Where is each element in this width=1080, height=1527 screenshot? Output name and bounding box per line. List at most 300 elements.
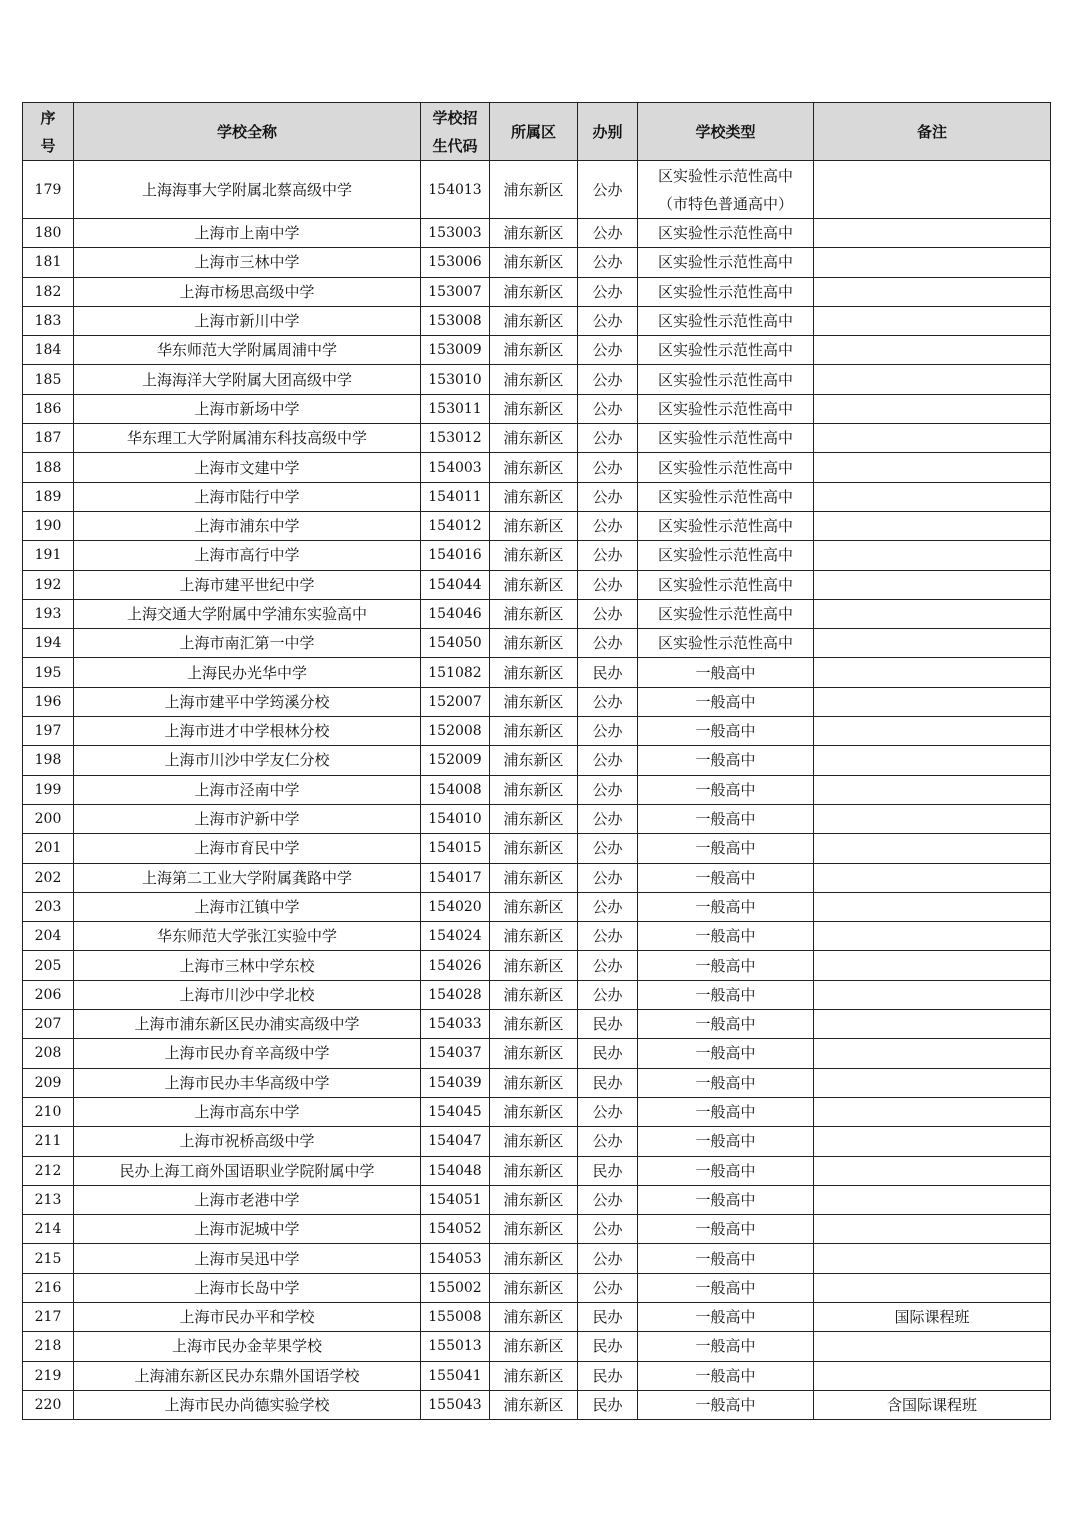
cell-school-category: 区实验性示范性高中 <box>638 365 814 394</box>
cell-school-category: 一般高中 <box>638 775 814 804</box>
cell-enrollment-code: 154011 <box>421 482 490 511</box>
cell-index: 216 <box>23 1273 74 1302</box>
cell-district: 浦东新区 <box>490 687 578 716</box>
cell-school-name: 上海市新场中学 <box>74 394 421 423</box>
cell-index: 187 <box>23 424 74 453</box>
cell-school-category: 一般高中 <box>638 1332 814 1361</box>
table-row <box>23 365 1051 394</box>
table-row <box>23 599 1051 628</box>
table-row <box>23 1039 1051 1068</box>
cell-district: 浦东新区 <box>490 834 578 863</box>
cell-district: 浦东新区 <box>490 1185 578 1214</box>
cell-remark <box>814 365 1051 394</box>
table-row <box>23 746 1051 775</box>
cell-school-category: 一般高中 <box>638 1215 814 1244</box>
cell-school-name: 上海民办光华中学 <box>74 658 421 687</box>
cell-index: 183 <box>23 306 74 335</box>
cell-school-name: 上海市民办丰华高级中学 <box>74 1068 421 1097</box>
table-row <box>23 1244 1051 1273</box>
header-district: 所属区 <box>490 103 578 161</box>
school-list-table-container <box>22 102 1050 1420</box>
cell-remark <box>814 394 1051 423</box>
school-category-line1: 区实验性示范性高中 <box>657 166 793 185</box>
cell-run-type: 公办 <box>578 1185 638 1214</box>
cell-remark <box>814 219 1051 248</box>
cell-remark <box>814 248 1051 277</box>
table-row <box>23 863 1051 892</box>
cell-enrollment-code: 154053 <box>421 1244 490 1273</box>
cell-school-name: 上海市川沙中学北校 <box>74 980 421 1009</box>
table-row <box>23 717 1051 746</box>
cell-school-category: 区实验性示范性高中 <box>638 219 814 248</box>
cell-run-type: 民办 <box>578 1010 638 1039</box>
cell-run-type: 公办 <box>578 1097 638 1126</box>
cell-run-type: 公办 <box>578 277 638 306</box>
cell-district: 浦东新区 <box>490 570 578 599</box>
cell-school-name: 上海市浦东新区民办浦实高级中学 <box>74 1010 421 1039</box>
cell-enrollment-code: 154052 <box>421 1215 490 1244</box>
cell-run-type: 公办 <box>578 629 638 658</box>
cell-school-category: 一般高中 <box>638 892 814 921</box>
cell-index: 203 <box>23 892 74 921</box>
cell-district: 浦东新区 <box>490 922 578 951</box>
cell-remark <box>814 1273 1051 1302</box>
cell-district: 浦东新区 <box>490 1390 578 1419</box>
table-row <box>23 570 1051 599</box>
cell-district: 浦东新区 <box>490 424 578 453</box>
cell-school-name: 上海市民办平和学校 <box>74 1302 421 1331</box>
cell-school-name: 上海市泥城中学 <box>74 1215 421 1244</box>
cell-index: 220 <box>23 1390 74 1419</box>
cell-school-name: 上海市新川中学 <box>74 306 421 335</box>
cell-school-name: 上海市长岛中学 <box>74 1273 421 1302</box>
header-school-category: 学校类型 <box>638 103 814 161</box>
header-remark: 备注 <box>814 103 1051 161</box>
cell-district: 浦东新区 <box>490 336 578 365</box>
cell-school-name: 上海市建平世纪中学 <box>74 570 421 599</box>
cell-enrollment-code: 154024 <box>421 922 490 951</box>
cell-school-category: 区实验性示范性高中 <box>638 541 814 570</box>
cell-school-category: 一般高中 <box>638 1010 814 1039</box>
cell-index: 204 <box>23 922 74 951</box>
cell-district: 浦东新区 <box>490 1156 578 1185</box>
cell-index: 196 <box>23 687 74 716</box>
cell-school-name: 华东师范大学张江实验中学 <box>74 922 421 951</box>
cell-remark <box>814 1068 1051 1097</box>
cell-school-name: 上海市泾南中学 <box>74 775 421 804</box>
table-row <box>23 804 1051 833</box>
cell-school-category: 一般高中 <box>638 980 814 1009</box>
cell-enrollment-code: 153007 <box>421 277 490 306</box>
cell-enrollment-code: 153012 <box>421 424 490 453</box>
cell-school-category: 一般高中 <box>638 1273 814 1302</box>
cell-enrollment-code: 155002 <box>421 1273 490 1302</box>
table-row <box>23 1185 1051 1214</box>
cell-district: 浦东新区 <box>490 717 578 746</box>
cell-run-type: 公办 <box>578 775 638 804</box>
cell-run-type: 公办 <box>578 482 638 511</box>
cell-enrollment-code: 154003 <box>421 453 490 482</box>
cell-run-type: 公办 <box>578 951 638 980</box>
table-body <box>23 161 1051 1420</box>
cell-enrollment-code: 154028 <box>421 980 490 1009</box>
cell-run-type: 公办 <box>578 424 638 453</box>
cell-run-type: 民办 <box>578 1302 638 1331</box>
cell-run-type: 民办 <box>578 1039 638 1068</box>
table-row <box>23 453 1051 482</box>
table-row <box>23 277 1051 306</box>
cell-school-name: 上海市民办尚德实验学校 <box>74 1390 421 1419</box>
cell-enrollment-code: 152008 <box>421 717 490 746</box>
cell-school-name: 上海市川沙中学友仁分校 <box>74 746 421 775</box>
table-row <box>23 629 1051 658</box>
cell-run-type: 公办 <box>578 453 638 482</box>
table-row <box>23 892 1051 921</box>
cell-school-name: 上海市建平中学筠溪分校 <box>74 687 421 716</box>
cell-enrollment-code: 154033 <box>421 1010 490 1039</box>
cell-school-category: 一般高中 <box>638 922 814 951</box>
cell-school-name: 上海市吴迅中学 <box>74 1244 421 1273</box>
table-row <box>23 775 1051 804</box>
cell-school-category: 一般高中 <box>638 1127 814 1156</box>
cell-district: 浦东新区 <box>490 306 578 335</box>
cell-remark <box>814 775 1051 804</box>
cell-school-name: 上海市祝桥高级中学 <box>74 1127 421 1156</box>
header-index: 序 号 <box>23 103 74 161</box>
cell-school-name: 上海市进才中学根林分校 <box>74 717 421 746</box>
table-row <box>23 1273 1051 1302</box>
cell-remark <box>814 717 1051 746</box>
cell-district: 浦东新区 <box>490 629 578 658</box>
table-row <box>23 1302 1051 1331</box>
cell-school-category: 一般高中 <box>638 863 814 892</box>
cell-index: 218 <box>23 1332 74 1361</box>
cell-school-category: 区实验性示范性高中 <box>638 599 814 628</box>
cell-run-type: 公办 <box>578 892 638 921</box>
cell-remark <box>814 1039 1051 1068</box>
cell-index: 210 <box>23 1097 74 1126</box>
cell-school-name: 上海市高东中学 <box>74 1097 421 1126</box>
cell-enrollment-code: 154045 <box>421 1097 490 1126</box>
cell-run-type: 公办 <box>578 365 638 394</box>
cell-district: 浦东新区 <box>490 599 578 628</box>
cell-school-name: 上海市沪新中学 <box>74 804 421 833</box>
cell-school-category: 一般高中 <box>638 717 814 746</box>
table-row <box>23 1127 1051 1156</box>
cell-district: 浦东新区 <box>490 1127 578 1156</box>
table-row <box>23 219 1051 248</box>
cell-index: 192 <box>23 570 74 599</box>
cell-school-name: 上海市陆行中学 <box>74 482 421 511</box>
cell-school-category: 区实验性示范性高中 <box>638 424 814 453</box>
table-row <box>23 1097 1051 1126</box>
cell-run-type: 公办 <box>578 1244 638 1273</box>
cell-remark <box>814 746 1051 775</box>
cell-index: 211 <box>23 1127 74 1156</box>
cell-school-category: 一般高中 <box>638 1361 814 1390</box>
cell-enrollment-code: 154015 <box>421 834 490 863</box>
cell-enrollment-code: 153008 <box>421 306 490 335</box>
table-row <box>23 394 1051 423</box>
cell-enrollment-code: 154047 <box>421 1127 490 1156</box>
cell-remark <box>814 658 1051 687</box>
cell-index: 185 <box>23 365 74 394</box>
cell-remark <box>814 161 1051 219</box>
cell-school-name: 上海交通大学附属中学浦东实验高中 <box>74 599 421 628</box>
cell-remark <box>814 277 1051 306</box>
cell-run-type: 民办 <box>578 1390 638 1419</box>
cell-district: 浦东新区 <box>490 219 578 248</box>
cell-school-name: 上海市高行中学 <box>74 541 421 570</box>
cell-district: 浦东新区 <box>490 1068 578 1097</box>
cell-run-type: 公办 <box>578 804 638 833</box>
table-row <box>23 306 1051 335</box>
cell-school-category: 区实验性示范性高中 <box>638 482 814 511</box>
cell-enrollment-code: 154039 <box>421 1068 490 1097</box>
cell-index: 217 <box>23 1302 74 1331</box>
cell-enrollment-code: 154044 <box>421 570 490 599</box>
cell-remark <box>814 599 1051 628</box>
cell-enrollment-code: 155013 <box>421 1332 490 1361</box>
cell-index: 213 <box>23 1185 74 1214</box>
cell-school-category: 区实验性示范性高中 <box>638 570 814 599</box>
cell-index: 198 <box>23 746 74 775</box>
cell-school-name: 上海市浦东中学 <box>74 511 421 540</box>
cell-remark <box>814 804 1051 833</box>
cell-index: 215 <box>23 1244 74 1273</box>
cell-remark <box>814 863 1051 892</box>
cell-run-type: 公办 <box>578 511 638 540</box>
cell-index: 208 <box>23 1039 74 1068</box>
cell-remark <box>814 306 1051 335</box>
cell-index: 188 <box>23 453 74 482</box>
table-row <box>23 922 1051 951</box>
cell-remark <box>814 1010 1051 1039</box>
cell-enrollment-code: 153011 <box>421 394 490 423</box>
cell-run-type: 公办 <box>578 834 638 863</box>
cell-school-category: 一般高中 <box>638 687 814 716</box>
cell-enrollment-code: 152009 <box>421 746 490 775</box>
cell-run-type: 民办 <box>578 1332 638 1361</box>
cell-run-type: 公办 <box>578 1273 638 1302</box>
cell-enrollment-code: 154008 <box>421 775 490 804</box>
cell-run-type: 公办 <box>578 394 638 423</box>
cell-index: 182 <box>23 277 74 306</box>
cell-district: 浦东新区 <box>490 775 578 804</box>
header-school-name: 学校全称 <box>74 103 421 161</box>
cell-enrollment-code: 153009 <box>421 336 490 365</box>
cell-district: 浦东新区 <box>490 951 578 980</box>
cell-remark: 含国际课程班 <box>814 1390 1051 1419</box>
table-row <box>23 424 1051 453</box>
cell-school-name: 上海市上南中学 <box>74 219 421 248</box>
cell-school-name: 上海市三林中学 <box>74 248 421 277</box>
cell-remark <box>814 336 1051 365</box>
cell-remark <box>814 511 1051 540</box>
cell-remark <box>814 951 1051 980</box>
cell-index: 201 <box>23 834 74 863</box>
cell-district: 浦东新区 <box>490 482 578 511</box>
cell-remark <box>814 892 1051 921</box>
cell-school-category: 一般高中 <box>638 1097 814 1126</box>
cell-run-type: 公办 <box>578 1215 638 1244</box>
cell-school-category: 一般高中 <box>638 834 814 863</box>
table-row <box>23 1068 1051 1097</box>
table-row <box>23 980 1051 1009</box>
school-category-line2: （市特色普通高中） <box>657 194 793 213</box>
table-row <box>23 1156 1051 1185</box>
cell-run-type: 公办 <box>578 161 638 219</box>
cell-index: 191 <box>23 541 74 570</box>
cell-remark <box>814 1361 1051 1390</box>
cell-run-type: 民办 <box>578 658 638 687</box>
cell-school-category: 一般高中 <box>638 804 814 833</box>
table-row <box>23 1010 1051 1039</box>
cell-enrollment-code: 153003 <box>421 219 490 248</box>
cell-remark <box>814 1156 1051 1185</box>
cell-school-category: 一般高中 <box>638 1039 814 1068</box>
cell-remark <box>814 570 1051 599</box>
cell-index: 219 <box>23 1361 74 1390</box>
cell-school-category: 区实验性示范性高中 <box>638 277 814 306</box>
cell-district: 浦东新区 <box>490 1097 578 1126</box>
table-row <box>23 658 1051 687</box>
cell-school-name: 上海海洋大学附属大团高级中学 <box>74 365 421 394</box>
cell-enrollment-code: 154046 <box>421 599 490 628</box>
cell-school-category: 一般高中 <box>638 746 814 775</box>
cell-index: 193 <box>23 599 74 628</box>
cell-run-type: 公办 <box>578 306 638 335</box>
cell-school-category: 区实验性示范性高中 <box>638 629 814 658</box>
cell-school-name: 上海市文建中学 <box>74 453 421 482</box>
cell-remark <box>814 980 1051 1009</box>
table-row <box>23 951 1051 980</box>
cell-enrollment-code: 154020 <box>421 892 490 921</box>
cell-remark <box>814 424 1051 453</box>
cell-school-category: 区实验性示范性高中 <box>638 453 814 482</box>
cell-remark <box>814 834 1051 863</box>
cell-run-type: 民办 <box>578 1361 638 1390</box>
cell-index: 184 <box>23 336 74 365</box>
cell-index: 207 <box>23 1010 74 1039</box>
cell-remark <box>814 453 1051 482</box>
cell-index: 180 <box>23 219 74 248</box>
cell-district: 浦东新区 <box>490 1215 578 1244</box>
cell-enrollment-code: 154050 <box>421 629 490 658</box>
cell-school-name: 上海市民办育辛高级中学 <box>74 1039 421 1068</box>
table-row <box>23 161 1051 219</box>
cell-run-type: 公办 <box>578 219 638 248</box>
cell-remark <box>814 922 1051 951</box>
cell-district: 浦东新区 <box>490 1302 578 1331</box>
cell-enrollment-code: 154051 <box>421 1185 490 1214</box>
table-header-row <box>23 103 1051 161</box>
cell-district: 浦东新区 <box>490 892 578 921</box>
cell-index: 202 <box>23 863 74 892</box>
cell-enrollment-code: 154013 <box>421 161 490 219</box>
cell-run-type: 公办 <box>578 717 638 746</box>
table-row <box>23 248 1051 277</box>
cell-district: 浦东新区 <box>490 277 578 306</box>
table-row <box>23 482 1051 511</box>
cell-district: 浦东新区 <box>490 1039 578 1068</box>
cell-school-name: 上海市老港中学 <box>74 1185 421 1214</box>
cell-run-type: 公办 <box>578 248 638 277</box>
cell-enrollment-code: 154017 <box>421 863 490 892</box>
cell-enrollment-code: 155043 <box>421 1390 490 1419</box>
cell-school-name: 民办上海工商外国语职业学院附属中学 <box>74 1156 421 1185</box>
cell-school-name: 上海市三林中学东校 <box>74 951 421 980</box>
cell-enrollment-code: 152007 <box>421 687 490 716</box>
cell-school-category: 一般高中 <box>638 1068 814 1097</box>
cell-index: 186 <box>23 394 74 423</box>
cell-index: 189 <box>23 482 74 511</box>
cell-school-category: 一般高中 <box>638 1302 814 1331</box>
cell-district: 浦东新区 <box>490 746 578 775</box>
cell-run-type: 公办 <box>578 336 638 365</box>
cell-school-category: 一般高中 <box>638 1390 814 1419</box>
cell-school-category: 区实验性示范性高中 <box>638 511 814 540</box>
cell-school-category: 区实验性示范性高中 <box>638 394 814 423</box>
table-row <box>23 511 1051 540</box>
cell-remark <box>814 687 1051 716</box>
cell-district: 浦东新区 <box>490 804 578 833</box>
cell-run-type: 公办 <box>578 570 638 599</box>
cell-district: 浦东新区 <box>490 1010 578 1039</box>
cell-remark <box>814 629 1051 658</box>
cell-run-type: 公办 <box>578 687 638 716</box>
cell-index: 199 <box>23 775 74 804</box>
cell-index: 206 <box>23 980 74 1009</box>
table-row <box>23 1215 1051 1244</box>
cell-school-category: 一般高中 <box>638 1185 814 1214</box>
header-enrollment-code: 学校招 生代码 <box>421 103 490 161</box>
cell-school-name: 上海市育民中学 <box>74 834 421 863</box>
cell-enrollment-code: 154012 <box>421 511 490 540</box>
cell-index: 214 <box>23 1215 74 1244</box>
table-row <box>23 1390 1051 1419</box>
cell-index: 205 <box>23 951 74 980</box>
cell-school-category: 一般高中 <box>638 1244 814 1273</box>
cell-school-category: 一般高中 <box>638 951 814 980</box>
cell-school-name: 上海市民办金苹果学校 <box>74 1332 421 1361</box>
cell-district: 浦东新区 <box>490 1273 578 1302</box>
cell-enrollment-code: 154037 <box>421 1039 490 1068</box>
cell-index: 195 <box>23 658 74 687</box>
cell-run-type: 公办 <box>578 980 638 1009</box>
cell-remark <box>814 1244 1051 1273</box>
header-run-type: 办别 <box>578 103 638 161</box>
cell-school-category: 区实验性示范性高中 <box>638 336 814 365</box>
cell-enrollment-code: 151082 <box>421 658 490 687</box>
cell-index: 197 <box>23 717 74 746</box>
cell-enrollment-code: 155041 <box>421 1361 490 1390</box>
table-row <box>23 1361 1051 1390</box>
cell-run-type: 公办 <box>578 746 638 775</box>
cell-school-category <box>638 161 814 219</box>
school-list-table <box>22 102 1051 1420</box>
cell-remark: 国际课程班 <box>814 1302 1051 1331</box>
cell-school-category: 区实验性示范性高中 <box>638 306 814 335</box>
cell-school-name: 华东理工大学附属浦东科技高级中学 <box>74 424 421 453</box>
cell-index: 209 <box>23 1068 74 1097</box>
table-row <box>23 541 1051 570</box>
cell-run-type: 公办 <box>578 541 638 570</box>
cell-remark <box>814 541 1051 570</box>
cell-district: 浦东新区 <box>490 161 578 219</box>
cell-run-type: 民办 <box>578 1068 638 1097</box>
cell-run-type: 公办 <box>578 922 638 951</box>
